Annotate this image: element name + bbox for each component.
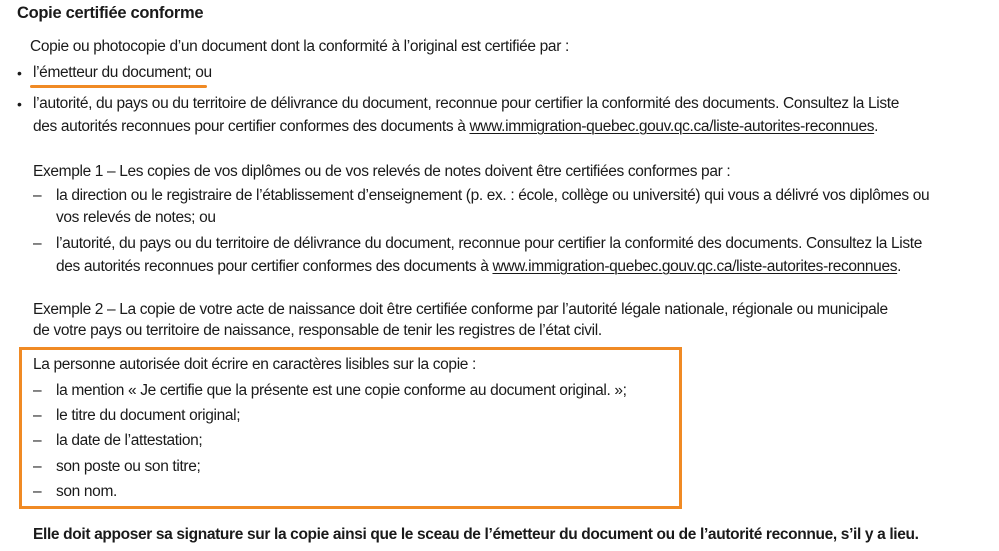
orange-highlight-underline [30, 85, 207, 88]
bullet-marker: • [17, 65, 22, 81]
item-end: . [897, 258, 902, 275]
intro-text: Copie ou photocopie d’un document dont la conformité à l’original est certifiée par : [30, 38, 569, 55]
section-title: Copie certifiée conforme [17, 4, 204, 22]
bullet-item-authority-line1: l’autorité, du pays ou du territoire de délivrance du document, reconnue pour certifier la conformité des documents. Consultez la Liste [33, 95, 900, 112]
example2-line2: de votre pays ou territoire de naissance, responsable de tenir les registres de l’état civil. [33, 322, 602, 339]
dash-marker: – [33, 187, 42, 204]
dash-marker: – [33, 458, 42, 475]
authorities-list-link[interactable]: www.immigration-quebec.gouv.qc.ca/liste-autorites-reconnues [469, 118, 875, 135]
example1-item-institution-line2: vos relevés de notes; ou [56, 209, 216, 226]
bullet-text: des autorités reconnues pour certifier conformes des documents à [33, 118, 470, 135]
authorities-list-link[interactable]: www.immigration-quebec.gouv.qc.ca/liste-autorites-reconnues [492, 258, 898, 275]
dash-marker: – [33, 483, 42, 500]
bullet-suffix: ; ou [187, 64, 212, 81]
dash-marker: – [33, 432, 42, 449]
item-text: des autorités reconnues pour certifier conformes des documents à [56, 258, 493, 275]
box-item-date: la date de l’attestation; [56, 432, 203, 449]
example1-item-authority-line1: l’autorité, du pays ou du territoire de délivrance du document, reconnue pour certifier la conformité des documents. Consultez la Liste [56, 235, 923, 252]
box-item-mention: la mention « Je certifie que la présente est une copie conforme au document original. »; [56, 382, 627, 399]
bullet-item-issuer [33, 63, 212, 83]
dash-marker: – [33, 235, 42, 252]
dash-marker: – [33, 407, 42, 424]
example1-heading: Exemple 1 – Les copies de vos diplômes ou de vos relevés de notes doivent être certifiées conformes par : [33, 163, 731, 180]
example1-item-institution-line1: la direction ou le registraire de l’établissement d’enseignement (p. ex. : école, collège ou université) qui vous a délivré vos diplômes ou [56, 187, 930, 204]
dash-marker: – [33, 382, 42, 399]
box-item-position: son poste ou son titre; [56, 458, 201, 475]
box-item-title: le titre du document original; [56, 407, 241, 424]
bullet-item-authority-line2 [33, 117, 878, 137]
bullet-marker: • [17, 96, 22, 112]
closing-statement: Elle doit apposer sa signature sur la copie ainsi que le sceau de l’émetteur du document ou de l’autorité reconnue, s’il y a lieu. [33, 526, 919, 543]
highlighted-term: l’émetteur du document [33, 64, 188, 81]
box-item-name: son nom. [56, 483, 117, 500]
example1-item-authority-line2 [56, 257, 901, 277]
example2-line1: Exemple 2 – La copie de votre acte de naissance doit être certifiée conforme par l’autorité légale nationale, régionale ou municipale [33, 301, 888, 318]
box-heading: La personne autorisée doit écrire en caractères lisibles sur la copie : [33, 356, 476, 373]
bullet-end: . [874, 118, 879, 135]
